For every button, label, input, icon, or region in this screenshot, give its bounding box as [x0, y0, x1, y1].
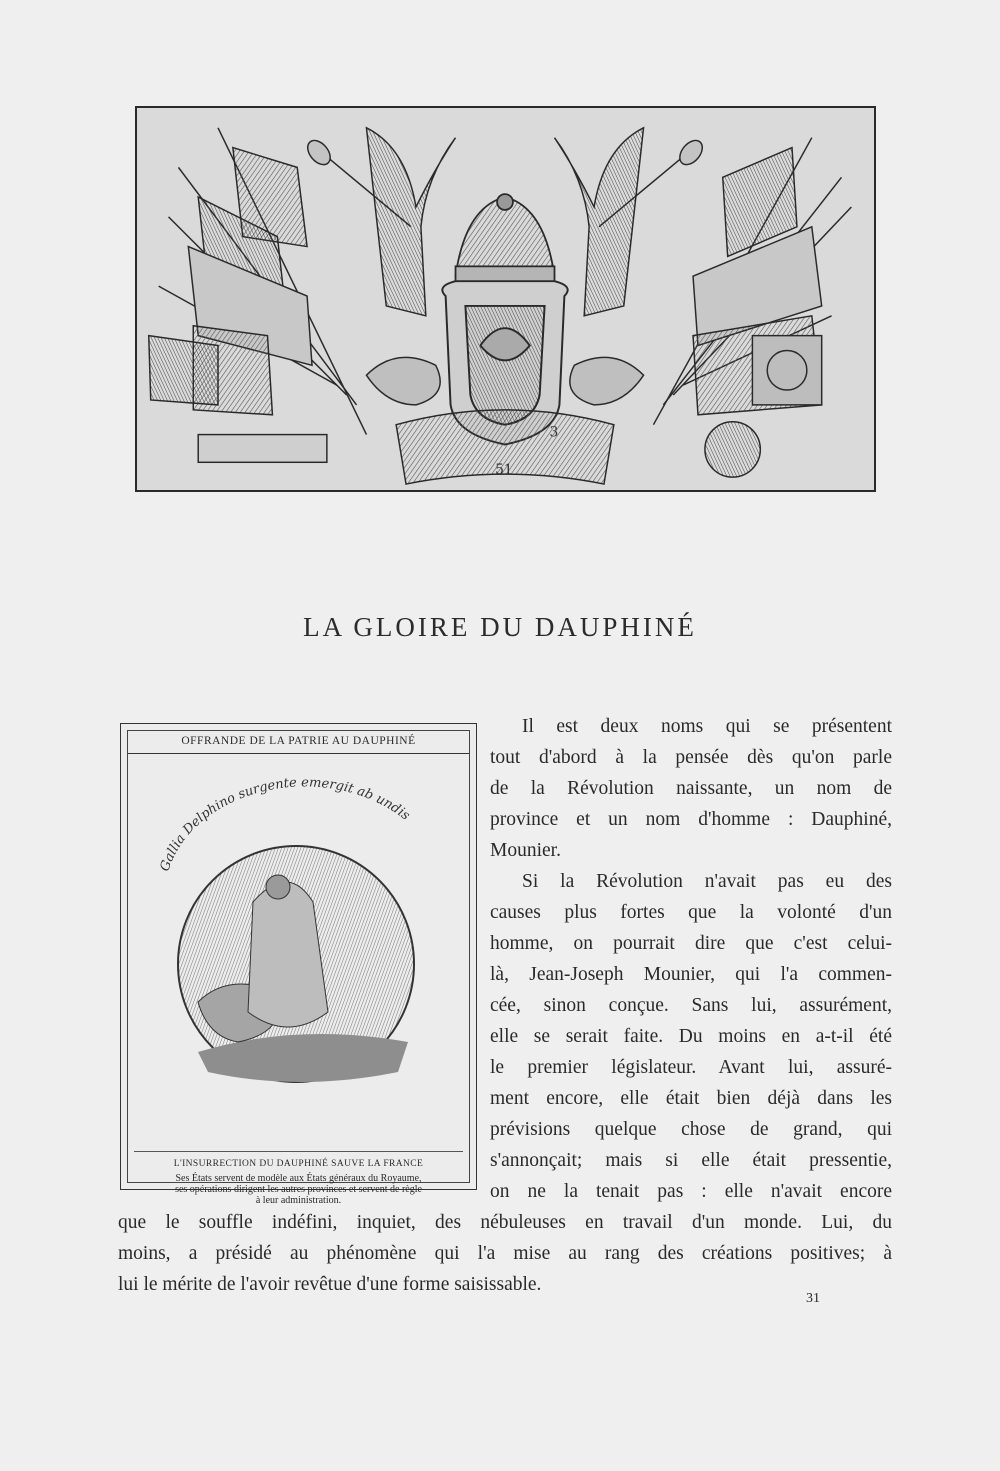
- body-line: province et un nom d'homme : Dauphiné,: [490, 809, 892, 830]
- body-line: moins, a présidé au phénomène qui l'a mise au rang des créations positives; à: [118, 1243, 892, 1264]
- caption-line: ses opérations dirigent les autres provinces et servent de règle: [175, 1184, 422, 1195]
- caption-line: à leur administration.: [255, 1195, 342, 1206]
- body-line: homme, on pourrait dire que c'est celui-: [490, 933, 892, 954]
- caption-title: L'INSURRECTION DU DAUPHINÉ SAUVE LA FRANCE: [173, 1159, 424, 1169]
- headpiece-lettering-51: 51: [495, 462, 513, 479]
- caption-rule: [134, 1151, 463, 1152]
- headpiece-lettering-3: 3: [549, 424, 559, 441]
- body-line: Il est deux noms qui se présentent: [522, 716, 892, 737]
- body-line: on ne la tenait pas : elle n'avait encore: [490, 1181, 892, 1202]
- body-line: Si la Révolution n'avait pas eu des: [522, 871, 892, 892]
- chapter-title: LA GLOIRE DU DAUPHINÉ: [303, 612, 697, 642]
- medallion-motto: Gallia Delphino surgente emergit ab undis: [157, 775, 413, 874]
- body-line: tout d'abord à la pensée dès qu'on parle: [490, 747, 892, 768]
- body-line: cée, sinon conçue. Sans lui, assurément,: [490, 995, 892, 1016]
- figure-box: [120, 723, 477, 1206]
- figure-header: OFFRANDE DE LA PATRIE AU DAUPHINÉ: [127, 730, 470, 754]
- body-line: lui le mérite de l'avoir revêtue d'une forme saisissable.: [118, 1274, 542, 1295]
- trophy-of-arms-illustration: [137, 108, 874, 490]
- body-line: causes plus fortes que la volonté d'un: [490, 902, 892, 923]
- body-line: de la Révolution naissante, un nom de: [490, 778, 892, 799]
- body-line: prévisions quelque chose de grand, qui: [490, 1119, 892, 1140]
- body-line: ment encore, elle était bien déjà dans les: [490, 1088, 892, 1109]
- body-line: Mounier.: [490, 840, 561, 861]
- body-line: le premier législateur. Avant lui, assuré-: [490, 1057, 892, 1078]
- figure-frame: [127, 752, 470, 1206]
- caption-text: [138, 1173, 459, 1206]
- headpiece-engraving: [135, 106, 876, 492]
- caption-line: Ses États servent de modèle aux États généraux du Royaume,: [175, 1173, 422, 1184]
- body-line: que le souffle indéfini, inquiet, des nébuleuses en travail d'un monde. Lui, du: [118, 1212, 892, 1233]
- medallion-illustration: [128, 752, 471, 1152]
- page-number: 31: [806, 1291, 820, 1306]
- body-line: là, Jean-Joseph Mounier, qui l'a commen-: [490, 964, 892, 985]
- body-line: elle se serait faite. Du moins en a-t-il été: [490, 1026, 892, 1047]
- body-line: s'annonçait; mais si elle était pressentie,: [490, 1150, 892, 1171]
